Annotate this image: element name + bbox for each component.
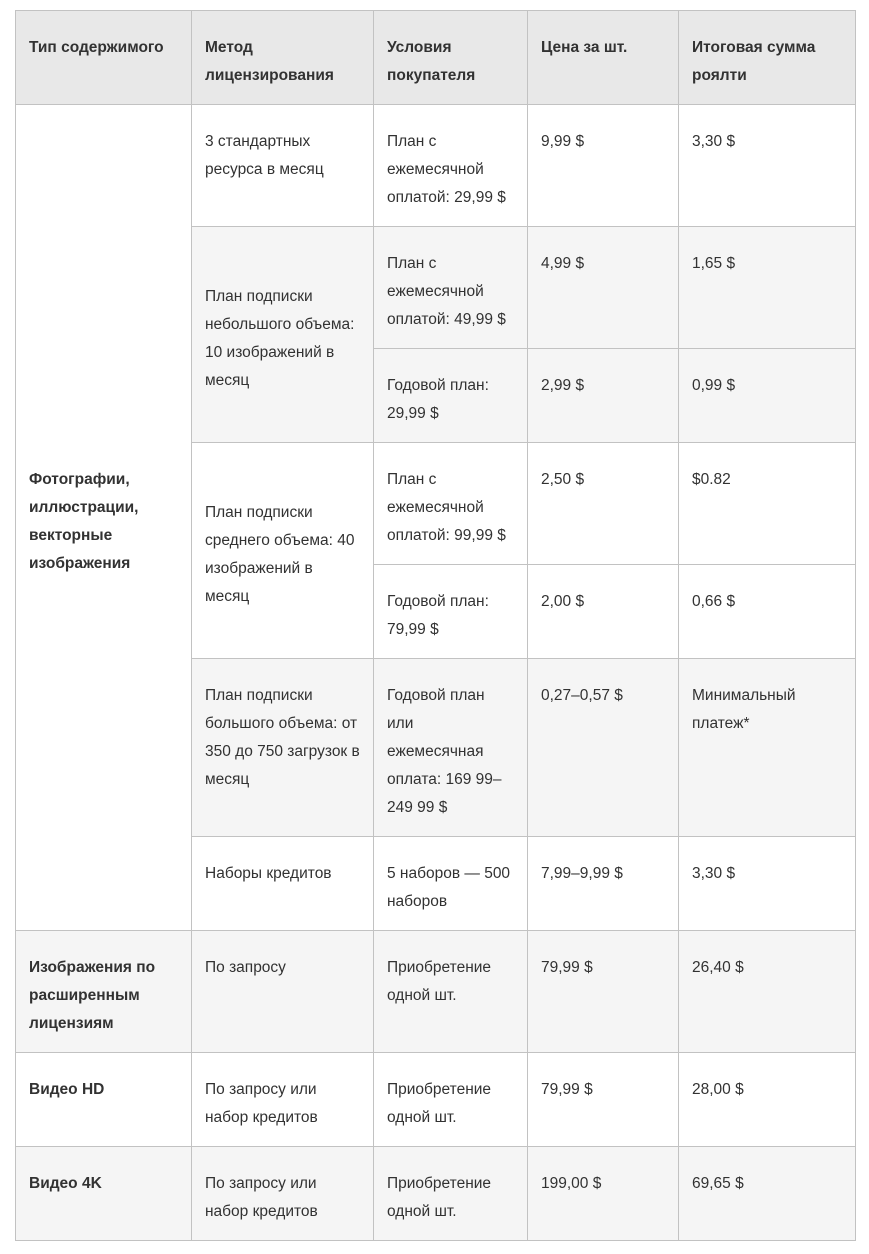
cell-terms: Приобретение одной шт.: [374, 931, 528, 1053]
cell-price: 199,00 $: [528, 1147, 679, 1241]
cell-method: План подписки большого объема: от 350 до 750 загрузок в месяц: [192, 659, 374, 837]
cell-royalty: Минимальный платеж*: [679, 659, 856, 837]
cell-content-type-extended: Изображения по расширенным лицензиям: [16, 931, 192, 1053]
header-content-type: Тип содержимого: [16, 11, 192, 105]
cell-terms: Приобретение одной шт.: [374, 1147, 528, 1241]
cell-royalty: 0,99 $: [679, 349, 856, 443]
cell-terms: План с ежемесячной оплатой: 29,99 $: [374, 105, 528, 227]
cell-price: 0,27–0,57 $: [528, 659, 679, 837]
cell-method: Наборы кредитов: [192, 837, 374, 931]
table-row-extended-license: [16, 931, 856, 1053]
cell-price: 4,99 $: [528, 227, 679, 349]
cell-price: 2,50 $: [528, 443, 679, 565]
cell-terms: План с ежемесячной оплатой: 99,99 $: [374, 443, 528, 565]
header-unit-price: Цена за шт.: [528, 11, 679, 105]
cell-royalty: 26,40 $: [679, 931, 856, 1053]
cell-royalty: 1,65 $: [679, 227, 856, 349]
cell-royalty: 0,66 $: [679, 565, 856, 659]
table-row-video-hd: [16, 1053, 856, 1147]
cell-method-small-plan: План подписки небольшого объема: 10 изображений в месяц: [192, 227, 374, 443]
cell-method: 3 стандартных ресурса в месяц: [192, 105, 374, 227]
cell-royalty: $0.82: [679, 443, 856, 565]
cell-royalty: 3,30 $: [679, 105, 856, 227]
cell-royalty: 69,65 $: [679, 1147, 856, 1241]
header-buyer-terms: Условия покупателя: [374, 11, 528, 105]
header-license-method: Метод лицензирования: [192, 11, 374, 105]
cell-method: По запросу или набор кредитов: [192, 1053, 374, 1147]
cell-method: По запросу или набор кредитов: [192, 1147, 374, 1241]
cell-content-type-video-hd: Видео HD: [16, 1053, 192, 1147]
cell-price: 2,99 $: [528, 349, 679, 443]
cell-content-type-video-4k: Видео 4K: [16, 1147, 192, 1241]
cell-terms: 5 наборов — 500 наборов: [374, 837, 528, 931]
cell-terms: Годовой план или ежемесячная оплата: 169 99–249 99 $: [374, 659, 528, 837]
cell-price: 2,00 $: [528, 565, 679, 659]
table-row-video-4k: [16, 1147, 856, 1241]
cell-royalty: 28,00 $: [679, 1053, 856, 1147]
cell-terms: Годовой план: 79,99 $: [374, 565, 528, 659]
header-total-royalty: Итоговая сумма роялти: [679, 11, 856, 105]
cell-price: 9,99 $: [528, 105, 679, 227]
cell-price: 79,99 $: [528, 1053, 679, 1147]
table-row-standard3: [16, 105, 856, 227]
cell-royalty: 3,30 $: [679, 837, 856, 931]
cell-terms: План с ежемесячной оплатой: 49,99 $: [374, 227, 528, 349]
table-header-row: [16, 11, 856, 105]
cell-price: 79,99 $: [528, 931, 679, 1053]
royalty-table: [15, 10, 856, 1241]
cell-price: 7,99–9,99 $: [528, 837, 679, 931]
cell-terms: Приобретение одной шт.: [374, 1053, 528, 1147]
cell-content-type-photos: Фотографии, иллюстрации, векторные изображения: [16, 105, 192, 931]
cell-terms: Годовой план: 29,99 $: [374, 349, 528, 443]
cell-method: По запросу: [192, 931, 374, 1053]
cell-method-medium-plan: План подписки среднего объема: 40 изображений в месяц: [192, 443, 374, 659]
